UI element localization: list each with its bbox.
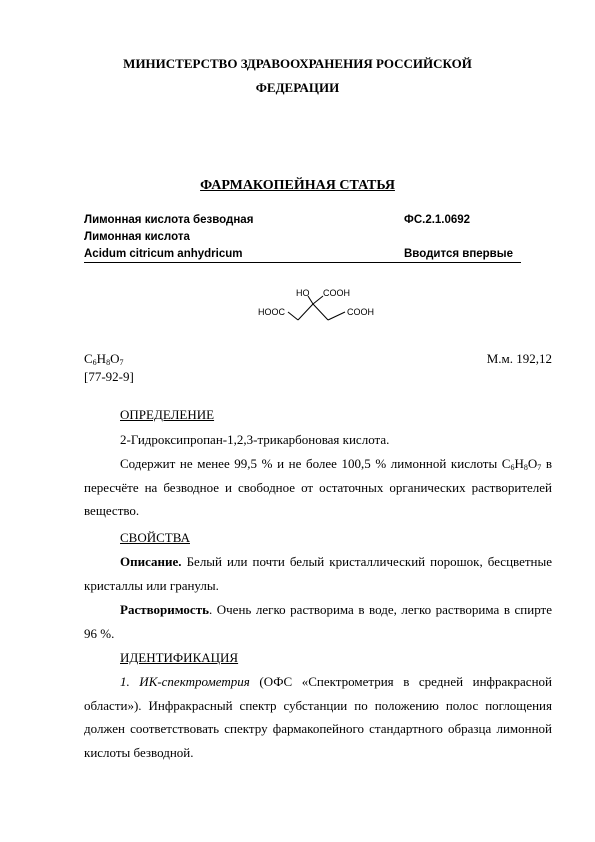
molecular-weight: М.м. 192,12	[486, 351, 552, 366]
section-identification: ИДЕНТИФИКАЦИЯ	[120, 650, 239, 665]
article-title: ФАРМАКОПЕЙНАЯ СТАТЬЯ	[200, 178, 395, 193]
cas-number: [77-92-9]	[84, 369, 134, 384]
structure-label-ho: HO	[296, 288, 310, 298]
monograph-code: ФС.2.1.0692	[404, 214, 471, 226]
section-properties: СВОЙСТВА	[120, 530, 190, 545]
identification-ir: 1. ИК-спектрометрия (ОФС «Спектрометрия в средней инфракрасной области»). Инфракрасный спектр субстанции по положению полос поглощения должен соответствовать спектру фармакопейного стандартного образца лимонной кислоты безводной.	[84, 674, 552, 760]
monograph-synonym: Лимонная кислота	[84, 231, 190, 243]
molecular-formula: $C_6H_8O_7$	[84, 351, 124, 367]
monograph-name-ru: Лимонная кислота безводная	[84, 214, 254, 226]
definition-chem-name: 2-Гидроксипропан-1,2,3-трикарбоновая кислота.	[120, 432, 390, 447]
ministry-title-line1: МИНИСТЕРСТВО ЗДРАВООХРАНЕНИЯ РОССИЙСКОЙ	[123, 56, 472, 71]
monograph-status: Вводится впервые	[404, 248, 513, 260]
structure-label-cooh-top: COOH	[323, 288, 350, 298]
definition-content: Содержит не менее 99,5 % и не более 100,5 % лимонной кислоты $C_6H_8O_7$ в пересчёте на безводное и свободное от остаточных органических растворителей вещество.	[84, 456, 553, 518]
section-definition: ОПРЕДЕЛЕНИЕ	[120, 407, 215, 422]
ministry-title-line2: ФЕДЕРАЦИИ	[255, 80, 340, 95]
structure-label-hooc: HOOC	[258, 307, 285, 317]
properties-description: Описание. Белый или почти белый кристаллический порошок, бесцветные кристаллы или гранулы.	[84, 554, 552, 593]
structure-label-cooh-right: COOH	[347, 307, 374, 317]
monograph-name-lat: Acidum citricum anhydricum	[84, 248, 243, 260]
properties-solubility: Растворимость. Очень легко растворима в воде, легко растворима в спирте 96 %.	[84, 602, 552, 641]
